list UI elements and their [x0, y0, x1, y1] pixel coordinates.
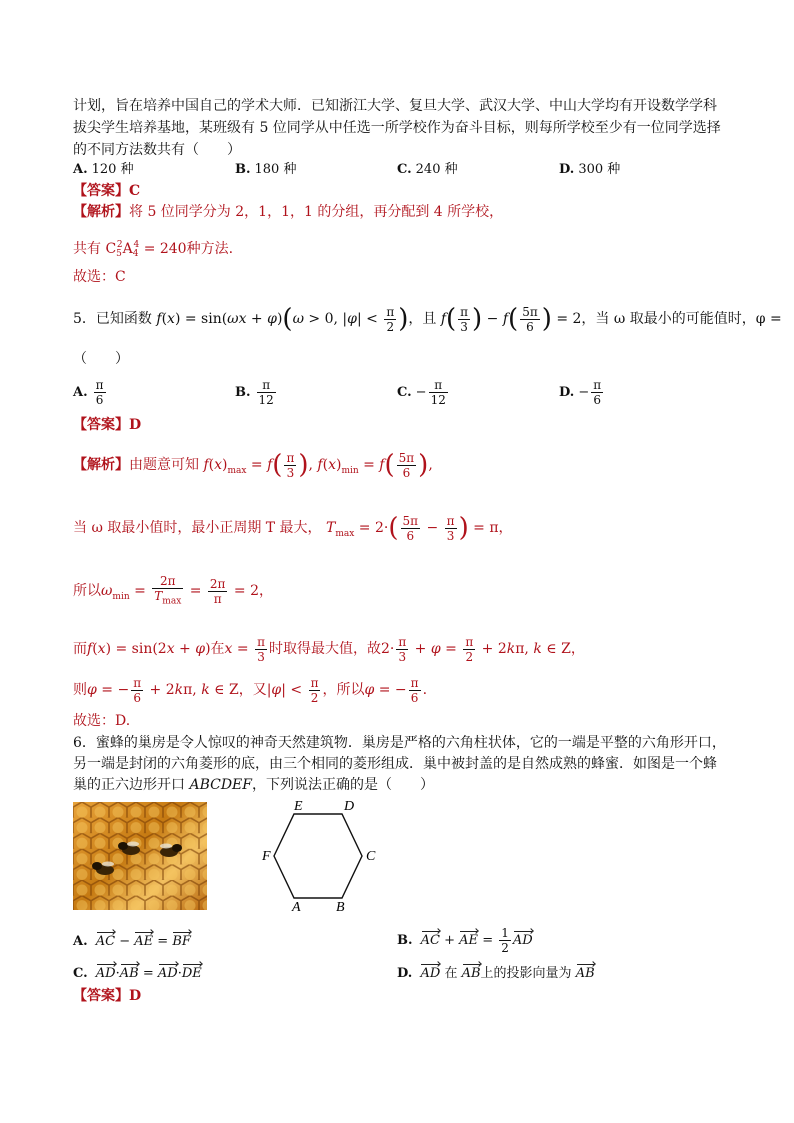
q4-option-c[interactable]: C. 240 种 [397, 162, 458, 177]
q5-choose: 故选：D. [73, 713, 131, 729]
vertex-label-d: D [344, 800, 355, 814]
q5-analysis-line1: 【解析】由题意可知 $f(x)_{max} = f$( $\frac{\pi}{3}$ ), $f(x)_{min} = f$( $\frac{5\pi}{6}$ ), [73, 450, 433, 480]
q6-option-a[interactable]: A. AC − AE = BF [73, 934, 191, 949]
q4-stem-line3: 的不同方法数共有（ ） [73, 142, 241, 158]
q5-analysis-line5: 则φ = − $\frac{\pi}{6}$ + 2kπ, k ∈ Z，又|φ| < $\frac{\pi}{2}$ ，所以φ = − $\frac{\pi}{6}$ . [73, 675, 428, 705]
q5-analysis-line4: 而f(x) = sin(2x + φ)在x = $\frac{\pi}{3}$ 时取得最大值，故2· $\frac{\pi}{3}$ + φ = $\frac{\pi}{2}$ + 2kπ, k ∈ Z， [73, 634, 585, 664]
q6-option-d[interactable]: D. AD 在 AB上的投影向量为 AB [397, 966, 595, 981]
vertex-label-f: F [262, 849, 271, 864]
q6-stem-line2: 另一端是封闭的六角菱形的底，由三个相同的菱形组成．巢中被封盖的是自然成熟的蜂蜜．如图是一个蜂 [73, 756, 717, 772]
q4-analysis-line2: 共有 $C_5^2A_4^4 = 240$种方法. [73, 240, 234, 259]
q4-option-a[interactable]: A. 120 种 [73, 162, 134, 177]
q5-option-c[interactable]: C. − $\frac{\pi}{12}$ [397, 378, 446, 407]
hexagon-diagram [258, 800, 378, 912]
q6-stem-line1: 6．蜜蜂的巢房是令人惊叹的神奇天然建筑物．巢房是严格的六角柱状体，它的一端是平整的六角形开口， [73, 735, 726, 751]
vertex-label-c: C [366, 849, 376, 864]
q5-analysis-line2: 当 ω 取最小值时，最小正周期 T 最大， $T_{max} = 2\cdot$( $\frac{5\pi}{6}$ − $\frac{\pi}{3}$ ) = π， [73, 513, 513, 543]
q5-option-d[interactable]: D. − $\frac{\pi}{6}$ [559, 378, 602, 407]
q4-option-d[interactable]: D. 300 种 [559, 162, 621, 177]
q6-stem-line3: 巢的正六边形开口 ABCDEF，下列说法正确的是（ ） [73, 777, 434, 793]
q4-option-b[interactable]: B. 180 种 [235, 162, 297, 177]
q6-option-b[interactable]: B. AC + AE = $\frac{1}{2}$ AD [397, 926, 533, 955]
q5-option-b[interactable]: B. $\frac{\pi}{12}$ [235, 378, 274, 407]
vertex-label-e: E [294, 800, 303, 814]
combination-formula: $C_5^2A_4^4$ [105, 240, 140, 259]
honeycomb-photo [73, 802, 207, 910]
q5-analysis-line3: 所以$\omega_{min}$ = $\frac{2\pi}{T_{max}}$ = $\frac{2\pi}{\pi}$ = 2， [73, 574, 273, 607]
q6-option-c[interactable]: C. AD·AB = AD·DE [73, 966, 202, 981]
q5-answer: 【答案】D [73, 417, 142, 433]
hexagon-shape [274, 814, 362, 898]
q5-option-a[interactable]: A. $\frac{\pi}{6}$ [73, 378, 104, 407]
q4-stem-line2: 拔尖学生培养基地，某班级有 5 位同学从中任选一所学校作为奋斗目标，则每所学校至少有一位同学选择 [73, 120, 721, 136]
q5-stem: 5．已知函数 f(x) = sin(ωx + φ)(ω > 0, |φ| < $\frac{\pi}{2}$ )，且 f( $\frac{\pi}{3}$ ) − f( $\frac{5\pi}{6}$ ) = 2，当 ω 取最小的可能值时，φ = [73, 304, 782, 334]
q4-stem-line1: 计划，旨在培养中国自己的学术大师．已知浙江大学、复旦大学、武汉大学、中山大学均有开设数学学科 [73, 98, 717, 114]
honeycomb-pattern [73, 802, 207, 910]
vertex-label-b: B [336, 900, 345, 912]
q4-choose: 故选：C [73, 269, 126, 285]
vertex-label-a: A [292, 900, 301, 912]
q6-answer: 【答案】D [73, 988, 142, 1004]
q4-answer: 【答案】C [73, 183, 141, 199]
q5-paren: （ ） [73, 351, 129, 367]
q4-analysis-line1: 【解析】将 5 位同学分为 2，1，1，1 的分组，再分配到 4 所学校， [73, 204, 504, 220]
